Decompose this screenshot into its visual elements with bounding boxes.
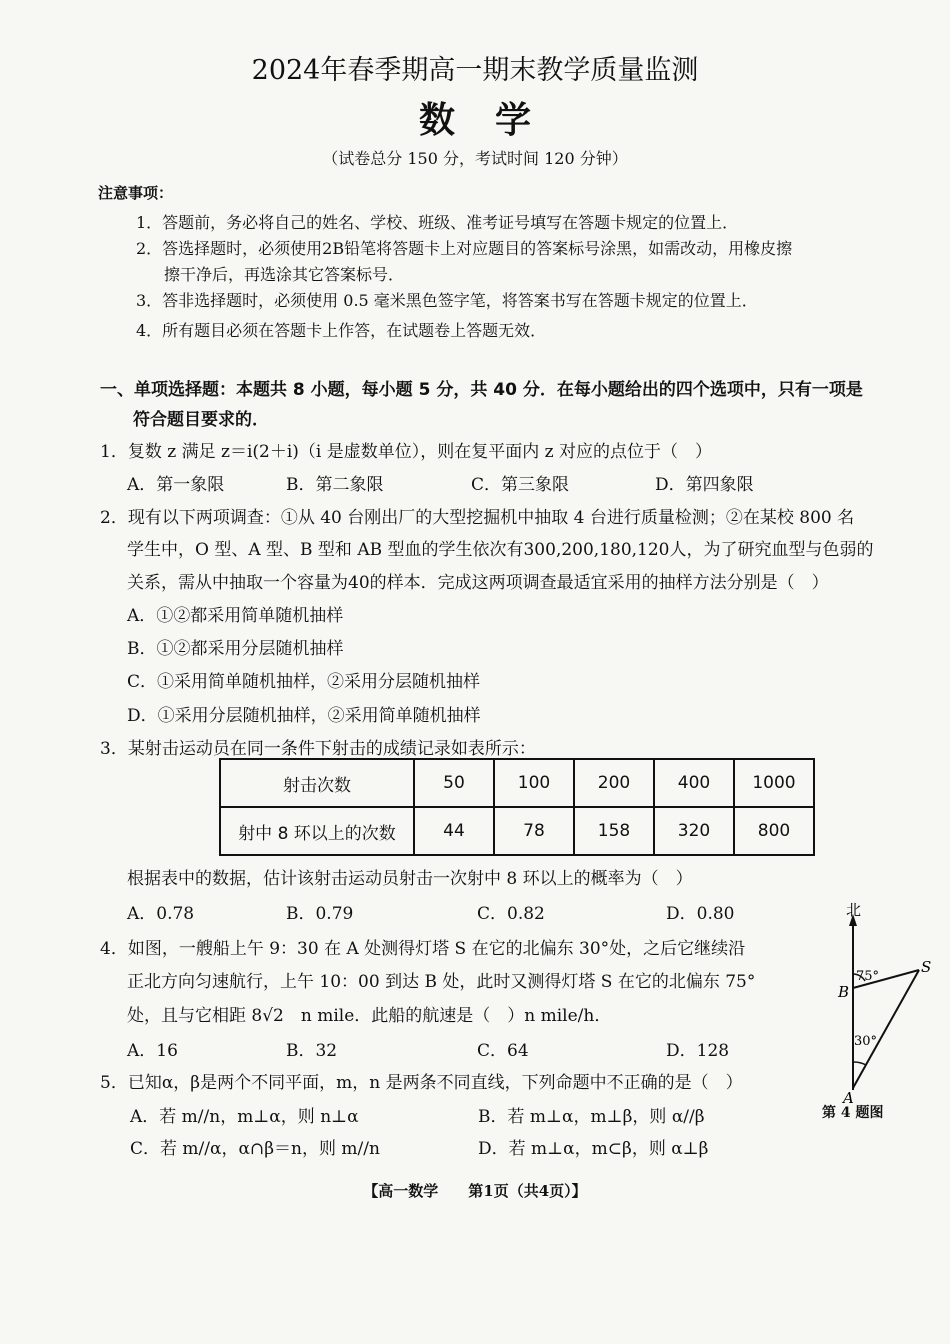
exam-meta: （试卷总分 150 分，考试时间 120 分钟） xyxy=(322,149,628,168)
point-s-label: S xyxy=(921,958,932,976)
question-1-option-a: A．第一象限 xyxy=(127,475,225,495)
question-2-option-d: D．①采用分层随机抽样，②采用简单随机抽样 xyxy=(127,706,481,726)
notice-item-3: 3．答非选择题时，必须使用 0.5 毫米黑色签字笔，将答案书写在答题卡规定的位置上． xyxy=(136,291,758,310)
question-3-stem: 3．某射击运动员在同一条件下射击的成绩记录如表所示： xyxy=(100,739,536,759)
notice-item-2-cont: 擦干净后，再选涂其它答案标号． xyxy=(164,265,405,284)
question-2-line-1: 2．现有以下两项调查：①从 40 台刚出厂的大型挖掘机中抽取 4 台进行质量检测；②在某校 800 名 xyxy=(100,508,855,528)
notice-heading: 注意事项： xyxy=(98,184,174,202)
notice-item-2: 2．答选择题时，必须使用2B铅笔将答题卡上对应题目的答案标号涂黑，如需改动，用橡皮擦 xyxy=(136,239,793,258)
subject-title: 数学 xyxy=(418,99,571,141)
figure-caption: 第 4 题图 xyxy=(822,1105,884,1121)
angle-75-label: 75° xyxy=(856,969,880,984)
question-4-line-2: 正北方向匀速航行，上午 10：00 到达 B 处，此时又测得灯塔 S 在它的北偏东 75° xyxy=(127,972,756,992)
question-4-option-b: B．32 xyxy=(286,1041,338,1061)
table-cell: 50 xyxy=(414,759,494,807)
question-1-option-c: C．第三象限 xyxy=(471,475,570,495)
table-row-label: 射中 8 环以上的次数 xyxy=(220,807,414,855)
question-1-stem: 1．复数 z 满足 z＝i(2＋i)（i 是虚数单位），则在复平面内 z 对应的点位于（ ） xyxy=(100,442,712,462)
question-5-option-a: A．若 m//n，m⊥α，则 n⊥α xyxy=(130,1107,359,1127)
north-label: 北 xyxy=(846,901,862,919)
point-b-label: B xyxy=(838,983,850,1001)
shooting-table xyxy=(219,758,815,856)
angle-arc-bottom xyxy=(853,1062,866,1065)
question-4-figure xyxy=(826,900,936,1110)
table-cell: 158 xyxy=(574,807,654,855)
table-cell: 400 xyxy=(654,759,734,807)
page-footer: 【高一数学 第1页（共4页）】 xyxy=(363,1182,587,1200)
table-cell: 100 xyxy=(494,759,574,807)
angle-30-label: 30° xyxy=(854,1034,878,1049)
question-5-stem: 5．已知α，β是两个不同平面，m，n 是两条不同直线，下列命题中不正确的是（ ） xyxy=(100,1073,743,1093)
question-4-option-a: A．16 xyxy=(127,1041,178,1061)
table-cell: 320 xyxy=(654,807,734,855)
table-cell: 78 xyxy=(494,807,574,855)
question-1-option-d: D．第四象限 xyxy=(655,475,754,495)
point-a-label: A xyxy=(843,1089,854,1107)
question-3-option-a: A．0.78 xyxy=(127,904,195,924)
table-cell: 800 xyxy=(734,807,814,855)
exam-title: 2024年春季期高一期末教学质量监测 xyxy=(251,55,699,86)
question-1-option-b: B．第二象限 xyxy=(286,475,384,495)
question-4-line-1: 4．如图，一艘船上午 9：30 在 A 处测得灯塔 S 在它的北偏东 30°处，之后它继续沿 xyxy=(100,939,746,959)
table-row xyxy=(220,759,814,807)
question-2-line-2: 学生中，O 型、A 型、B 型和 AB 型血的学生依次有300,200,180,120人，为了研究血型与色弱的 xyxy=(127,540,874,560)
table-row-label: 射击次数 xyxy=(220,759,414,807)
section-heading: 一、单项选择题：本题共 8 小题，每小题 5 分，共 40 分．在每小题给出的四个选项中，只有一项是 xyxy=(100,380,863,400)
question-4-option-c: C．64 xyxy=(477,1041,529,1061)
question-2-option-a: A．①②都采用简单随机抽样 xyxy=(127,606,344,626)
question-2-option-b: B．①②都采用分层随机抽样 xyxy=(127,639,344,659)
question-2-line-3: 关系，需从中抽取一个容量为40的样本．完成这两项调查最适宜采用的抽样方法分别是（ ） xyxy=(127,573,829,593)
table-row xyxy=(220,807,814,855)
table-cell: 1000 xyxy=(734,759,814,807)
section-heading-cont: 符合题目要求的． xyxy=(133,410,269,430)
segment-a-s xyxy=(853,970,919,1088)
question-4-line-3: 处，且与它相距 8√2 n mile．此船的航速是（ ）n mile/h． xyxy=(127,1006,612,1026)
table-cell: 44 xyxy=(414,807,494,855)
table-cell: 200 xyxy=(574,759,654,807)
notice-item-4: 4．所有题目必须在答题卡上作答，在试题卷上答题无效． xyxy=(136,321,547,340)
question-3-option-b: B．0.79 xyxy=(286,904,354,924)
question-5-option-c: C．若 m//α，α∩β＝n，则 m//n xyxy=(130,1139,380,1159)
question-5-option-b: B．若 m⊥α，m⊥β，则 α//β xyxy=(478,1107,705,1127)
question-2-option-c: C．①采用简单随机抽样，②采用分层随机抽样 xyxy=(127,672,481,692)
question-5-option-d: D．若 m⊥α，m⊂β，则 α⊥β xyxy=(478,1139,709,1159)
question-3-option-d: D．0.80 xyxy=(666,904,735,924)
question-3-prompt: 根据表中的数据，估计该射击运动员射击一次射中 8 环以上的概率为（ ） xyxy=(127,869,693,889)
question-4-option-d: D．128 xyxy=(666,1041,730,1061)
question-3-option-c: C．0.82 xyxy=(477,904,545,924)
notice-item-1: 1．答题前，务必将自己的姓名、学校、班级、准考证号填写在答题卡规定的位置上． xyxy=(136,213,739,232)
